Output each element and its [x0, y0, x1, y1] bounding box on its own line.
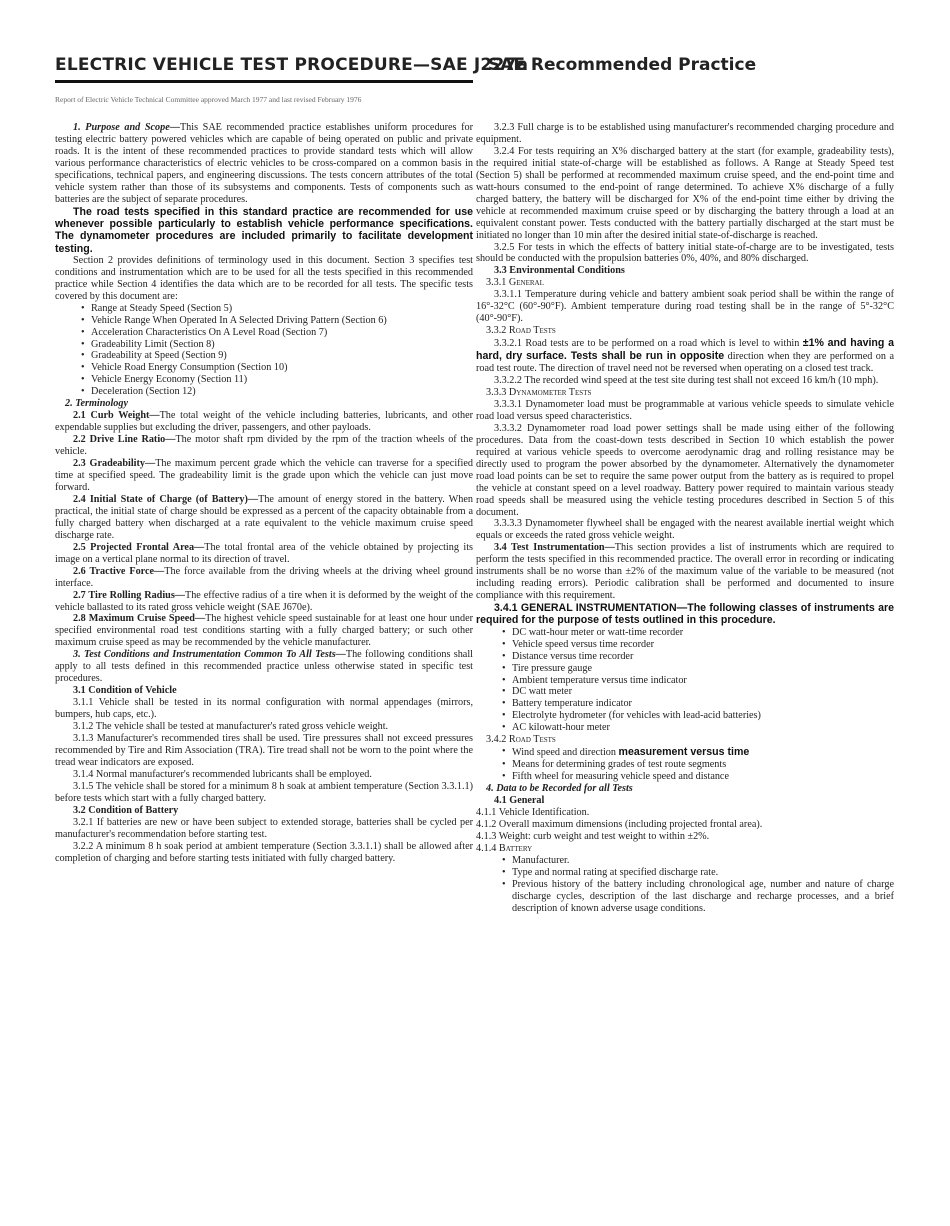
list-item: • Tire pressure gauge — [476, 663, 894, 675]
para-3-2-3: 3.2.3 Full charge is to be established using manufacturer's recommended charging procedure and equipment. — [476, 122, 894, 145]
list-item: • Fifth wheel for measuring vehicle speed and distance — [476, 771, 894, 783]
heading-4-1-4: 4.1.4 Battery — [476, 842, 533, 854]
para-3-3-3-1: 3.3.3.1 Dynamometer load must be programmable at various vehicle speeds to simulate vehicle road load versus speed characteristics. — [476, 398, 894, 422]
list-item: • Gradeability Limit (Section 8) — [55, 339, 473, 351]
para-4-1-1: 4.1.1 Vehicle Identification. — [476, 807, 590, 819]
para-3-1-4: 3.1.4 Normal manufacturer's recommended lubricants shall be employed. — [73, 768, 372, 780]
para-4-1-3: 4.1.3 Weight: curb weight and test weight to within ±2%. — [476, 830, 710, 842]
list-item: • Vehicle speed versus time recorder — [476, 639, 894, 651]
heading-3-4-2: 3.4.2 Road Tests — [486, 734, 556, 746]
para-3-1-2: 3.1.2 The vehicle shall be tested at manufacturer's rated gross vehicle weight. — [73, 721, 389, 733]
heading-3-1: 3.1 Condition of Vehicle — [73, 685, 177, 697]
section-1-bold: The road tests specified in this standard practice are recommended for use whenever possible particularly to establish vehicle performance specifications. The dynamometer procedures are included primarily to facilitate development testing. — [55, 205, 473, 255]
practice-label: SAE Recommended Practice — [488, 55, 757, 75]
list-item: • Battery temperature indicator — [476, 698, 894, 710]
document-title: ELECTRIC VEHICLE TEST PROCEDURE—SAE J227a — [55, 55, 529, 75]
heading-3-2: 3.2 Condition of Battery — [73, 804, 179, 816]
tests-list — [55, 303, 473, 399]
list-item: • Means for determining grades of test route segments — [476, 759, 894, 771]
para-3-2-2: 3.2.2 A minimum 8 h soak period at ambient temperature (Section 3.3.1.1) shall be allowed after completion of charging and before starting tests initiated with fully charged battery. — [55, 840, 473, 864]
heading-3-3-3: 3.3.3 Dynamometer Tests — [486, 386, 592, 398]
def-2-1: 2.1 Curb Weight—The total weight of the vehicle including batteries, lubricants, and other expendable supplies but excluding the driver, passengers, and other payloads. — [55, 410, 473, 434]
list-item: • Manufacturer. — [476, 855, 894, 867]
heading-3-3-2: 3.3.2 Road Tests — [486, 325, 556, 337]
list-item: • Previous history of the battery including chronological age, number and nature of charge discharge cycles, description of the last discharge and recharge processes, and a brief description of known adverse usage conditions. — [476, 879, 894, 915]
para-3-2-4: 3.2.4 For tests requiring an X% discharged battery at the start (for example, gradeability tests), the required initial state-of-charge will be established as follows. A Range at Steady Speed test (Section 5) shall be performed at recommended maximum cruise speed, and the end-point time and watt-hours consumed to the end-point of range determined. To achieve X% discharge of a fully charged battery, the battery will be discharged for X% of the end-point time either by driving the vehicle at recommended maximum cruise speed or by discharging the battery through a load at an equivalent constant power. Tests conducted with the battery partially discharged at the start must be initiated no longer than 10 min after the desired initial state-of-discharge is reached. — [476, 145, 894, 241]
para-3-3-2-2: 3.3.2.2 The recorded wind speed at the test site during test shall not exceed 16 km/h (10 mph). — [494, 375, 879, 387]
list-item: • Deceleration (Section 12) — [55, 386, 473, 398]
para-3-3-2-1: 3.3.2.1 Road tests are to be performed on a road which is level to within ±1% and having a hard, dry surface. Tests shall be run in opposite direction when they are performed on a road test route. The direction of travel need not be reversed when operating on a closed test track. — [476, 337, 895, 375]
def-2-4: 2.4 Initial State of Charge (of Battery)—The amount of energy stored in the battery. When practical, the initial state of charge should be expressed as a percent of the capacity obtainable from a fully charged battery when discharged at a rate equivalent to the vehicle maximum cruise speed discharge rate. — [55, 493, 474, 541]
def-2-2: 2.2 Drive Line Ratio—The motor shaft rpm divided by the rpm of the traction wheels of the vehicle. — [55, 434, 473, 458]
left-column — [55, 122, 473, 864]
para-3-4: 3.4 Test Instrumentation—This section provides a list of instruments which are required to perform the tests specified in this recommended practice. The overall error in recording or indicating instruments shall be no worse than ±2% of the maximum value of the variable to be measured (not including reading errors). Periodic calibration shall be performed and documented to insure compliance with this requirement. — [476, 542, 894, 602]
para-3-1-3: 3.1.3 Manufacturer's recommended tires shall be used. Tire pressures shall not exceed pressures recommended by Tire and Rim Association (TRA). Tire tread shall not be worn to the point where the tread wear indicators are exposed. — [55, 732, 473, 768]
list-item: • Acceleration Characteristics On A Level Road (Section 7) — [55, 327, 473, 339]
def-2-7: 2.7 Tire Rolling Radius—The effective radius of a tire when it is deformed by the weight of the vehicle ballasted to its rated gross vehicle weight (SAE J670e). — [55, 589, 473, 613]
para-3-2-1: 3.2.1 If batteries are new or have been subject to extended storage, batteries shall be cycled per manufacturer's recommendation before starting test. — [55, 816, 473, 840]
def-2-3: 2.3 Gradeability—The maximum percent grade which the vehicle can traverse for a specified time at specified speed. The gradeability limit is the grade upon which the vehicle can just move forward. — [55, 458, 473, 493]
list-item: • Electrolyte hydrometer (for vehicles with lead-acid batteries) — [476, 710, 894, 722]
list-item: • DC watt-hour meter or watt-time recorder — [476, 627, 894, 639]
list-item: • Range at Steady Speed (Section 5) — [55, 303, 473, 315]
report-note: Report of Electric Vehicle Technical Committee approved March 1977 and last revised February 1976 — [55, 95, 362, 104]
page-header — [55, 55, 895, 79]
list-item: • Gradeability at Speed (Section 9) — [55, 350, 473, 362]
list-item: • AC kilowatt-hour meter — [476, 722, 894, 734]
header-rule — [55, 80, 473, 83]
list-item: • Distance versus time recorder — [476, 651, 894, 663]
list-item: • Ambient temperature versus time indicator — [476, 675, 894, 687]
list-item: • Type and normal rating at specified discharge rate. — [476, 867, 894, 879]
para-3-3-3-3: 3.3.3.3 Dynamometer flywheel shall be engaged with the nearest available inertial weight which equals or exceeds the rated gross vehicle weight. — [476, 518, 894, 542]
section-1: 1. Purpose and Scope—This SAE recommended practice establishes uniform procedures for testing electric battery powered vehicles which are capable of being operated on public and private roads. It is the intent of these recommended practices to provide standard tests which will allow various performance characteristics of electric vehicles to be cross-compared on a common basis in specifications, technical papers, and engineering discussions. The tests concern attributes of the total vehicle system rather than those of its subsystems and components. Tests of components such as batteries are the subject of separate procedures. — [55, 122, 474, 205]
list-item: • Vehicle Range When Operated In A Selected Driving Pattern (Section 6) — [55, 315, 473, 327]
road-tests-list — [476, 746, 894, 783]
list-item: • Wind speed and direction measurement versus time — [476, 746, 894, 759]
para-3-3-1-1: 3.3.1.1 Temperature during vehicle and battery ambient soak period shall be within the range of 16°-32°C (60°-90°F). Ambient temperature during road testing shall be in the range of 5°-32°C (40°-90°F). — [476, 289, 894, 325]
right-column — [476, 122, 894, 915]
section-4-title: 4. Data to be Recorded for all Tests — [486, 783, 633, 795]
list-item: • Vehicle Road Energy Consumption (Section 10) — [55, 362, 473, 374]
para-3-2-5: 3.2.5 For tests in which the effects of battery initial state-of-charge are to be investigated, tests should be conducted with the propulsion batteries 0%, 40%, and 80% discharged. — [476, 241, 894, 265]
def-2-5: 2.5 Projected Frontal Area—The total frontal area of the vehicle obtained by projecting its image on a vertical plane normal to its direction of travel. — [55, 541, 473, 565]
heading-3-3-1: 3.3.1 General — [486, 277, 544, 289]
heading-4-1: 4.1 General — [494, 795, 545, 807]
heading-3-3: 3.3 Environmental Conditions — [494, 265, 625, 277]
battery-list — [476, 855, 894, 915]
def-2-8: 2.8 Maximum Cruise Speed—The highest vehicle speed sustainable for at least one hour under specified environmental road test conditions starting with a fully charged battery; or such other maximum cruise speed as may be recommended by the vehicle manufacturer. — [55, 613, 473, 649]
def-2-6: 2.6 Tractive Force—The force available from the driving wheels at the driving wheel ground interface. — [55, 565, 474, 589]
list-item: • DC watt meter — [476, 686, 894, 698]
para-3-1-1: 3.1.1 Vehicle shall be tested in its normal configuration with normal appendages (mirrors, bumpers, hub caps, etc.). — [55, 697, 473, 721]
para-3-1-5: 3.1.5 The vehicle shall be stored for a minimum 8 h soak at ambient temperature (Section 3.3.1.1) before tests which start with a fully charged battery. — [55, 780, 473, 804]
para-4-1-2: 4.1.2 Overall maximum dimensions (including projected frontal area). — [476, 818, 763, 830]
para-3-3-3-2: 3.3.3.2 Dynamometer road load power settings shall be made using either of the following procedures. Data from the coast-down tests described in Section 10 which establish the power required at various vehicle speeds to overcome aerodynamic drag and rolling resistance may be directly used to program the power absorbed by the dynamometer. Alternatively the dynamometer road load points can be set to require the same power output from the battery as is required to propel the vehicle at constant speed on a level roadway. Battery power required to maintain various steady road speeds shall be measured using the vehicle testing procedures described in Section 5 of this document. — [476, 422, 894, 518]
instruments-list — [476, 627, 894, 735]
section-2-title: 2. Terminology — [65, 398, 129, 410]
section-3: 3. Test Conditions and Instrumentation Common To All Tests—The following conditions shall apply to all tests defined in this recommended practice unless otherwise stated in specific test procedures. — [55, 649, 473, 685]
section-1-p3: Section 2 provides definitions of terminology used in this document. Section 3 specifies test conditions and instrumentation which are to be used for all the tests specified in this recommended practice while Section 4 identifies the data which are to be recorded for all tests. The specific tests covered by this document are: — [55, 254, 473, 302]
para-3-4-1: 3.4.1 GENERAL INSTRUMENTATION—The following classes of instruments are required for the purpose of tests outlined in this procedure. — [476, 602, 894, 627]
list-item: • Vehicle Energy Economy (Section 11) — [55, 374, 473, 386]
